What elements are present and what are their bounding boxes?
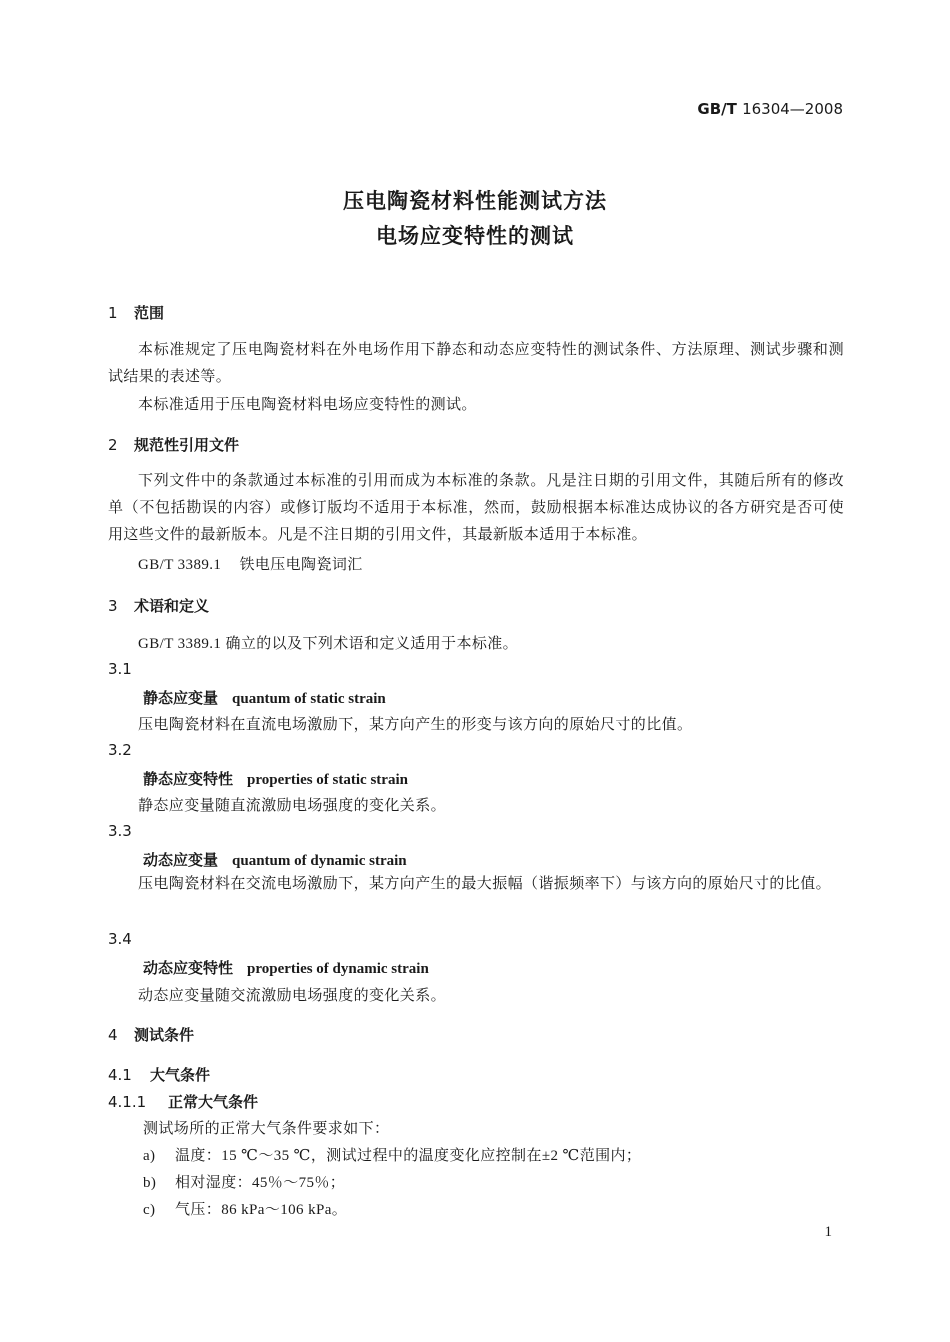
section-number: 4 xyxy=(108,1026,118,1044)
term-chinese: 动态应变特性 xyxy=(143,959,234,977)
standard-code xyxy=(697,100,843,118)
section-1-heading xyxy=(108,302,164,323)
subsection-number: 4.1 xyxy=(108,1066,132,1084)
subsection-4-1-1-heading xyxy=(108,1091,258,1112)
section-title: 术语和定义 xyxy=(134,597,210,615)
term-chinese: 静态应变特性 xyxy=(143,770,234,788)
section-1-paragraph-1: 本标准规定了压电陶瓷材料在外电场作用下静态和动态应变特性的测试条件、方法原理、测试步骤和测试结果的表述等。 xyxy=(108,342,844,385)
term-english: properties of static strain xyxy=(247,772,408,788)
list-item-text: 相对湿度：45％～75％； xyxy=(175,1175,346,1191)
list-item xyxy=(143,1198,347,1219)
section-4-heading xyxy=(108,1024,194,1045)
section-number: 3 xyxy=(108,597,118,615)
reference-title: 铁电压电陶瓷词汇 xyxy=(239,557,363,573)
section-title: 范围 xyxy=(134,304,165,322)
term-english: properties of dynamic strain xyxy=(247,961,429,977)
list-item-label: a) xyxy=(143,1148,156,1164)
term-definition: 静态应变量随直流激励电场强度的变化关系。 xyxy=(138,798,447,814)
subsection-title: 正常大气条件 xyxy=(168,1093,259,1111)
list-item-text: 气压：86 kPa～106 kPa。 xyxy=(175,1202,348,1218)
subsection-title: 大气条件 xyxy=(150,1066,211,1084)
term-definition: 动态应变量随交流激励电场强度的变化关系。 xyxy=(138,988,447,1004)
section-1-paragraph-2: 本标准适用于压电陶瓷材料电场应变特性的测试。 xyxy=(138,397,477,413)
section-3-intro: GB/T 3389.1 确立的以及下列术语和定义适用于本标准。 xyxy=(138,636,519,652)
standard-number: 16304—2008 xyxy=(742,100,843,118)
page-number: 1 xyxy=(824,1224,832,1240)
list-item-text: 温度：15 ℃～35 ℃，测试过程中的温度变化应控制在±2 ℃范围内； xyxy=(175,1148,642,1164)
standard-prefix: GB/T xyxy=(697,100,737,118)
section-3-heading xyxy=(108,595,209,616)
term-heading xyxy=(143,957,429,978)
subsection-4-1-1-intro: 测试场所的正常大气条件要求如下： xyxy=(143,1121,390,1137)
term-heading xyxy=(143,849,407,870)
section-2-heading xyxy=(108,434,239,455)
section-2-paragraph: 下列文件中的条款通过本标准的引用而成为本标准的条款。凡是注日期的引用文件，其随后所有的修改单（不包括勘误的内容）或修订版均不适用于本标准，然而，鼓励根据本标准达成协议的各方研究是否可使用这些文件的最新版本。凡是不注日期的引用文件，其最新版本适用于本标准。 xyxy=(108,473,844,543)
section-number: 2 xyxy=(108,436,118,454)
term-definition: 压电陶瓷材料在交流电场激励下，某方向产生的最大振幅（谐振频率下）与该方向的原始尺寸的比值。 xyxy=(138,876,832,892)
subsection-number: 4.1.1 xyxy=(108,1093,147,1111)
normative-reference-item xyxy=(138,553,363,574)
term-heading xyxy=(143,687,386,708)
term-heading xyxy=(143,768,408,789)
list-item-label: c) xyxy=(143,1202,156,1218)
term-english: quantum of dynamic strain xyxy=(232,853,407,869)
section-title: 规范性引用文件 xyxy=(134,436,240,454)
section-number: 1 xyxy=(108,304,118,322)
term-number: 3.4 xyxy=(108,930,132,948)
list-item xyxy=(143,1144,641,1165)
subsection-4-1-heading xyxy=(108,1064,210,1085)
document-title-line1: 压电陶瓷材料性能测试方法 xyxy=(343,189,607,213)
term-definition: 压电陶瓷材料在直流电场激励下，某方向产生的形变与该方向的原始尺寸的比值。 xyxy=(138,717,693,733)
document-title-line2: 电场应变特性的测试 xyxy=(376,224,574,248)
term-number: 3.3 xyxy=(108,822,132,840)
term-number: 3.1 xyxy=(108,660,132,678)
term-english: quantum of static strain xyxy=(232,691,386,707)
term-chinese: 静态应变量 xyxy=(143,689,219,707)
section-title: 测试条件 xyxy=(134,1026,195,1044)
term-chinese: 动态应变量 xyxy=(143,851,219,869)
term-number: 3.2 xyxy=(108,741,132,759)
list-item-label: b) xyxy=(143,1175,157,1191)
reference-code: GB/T 3389.1 xyxy=(138,557,222,573)
list-item xyxy=(143,1171,345,1192)
